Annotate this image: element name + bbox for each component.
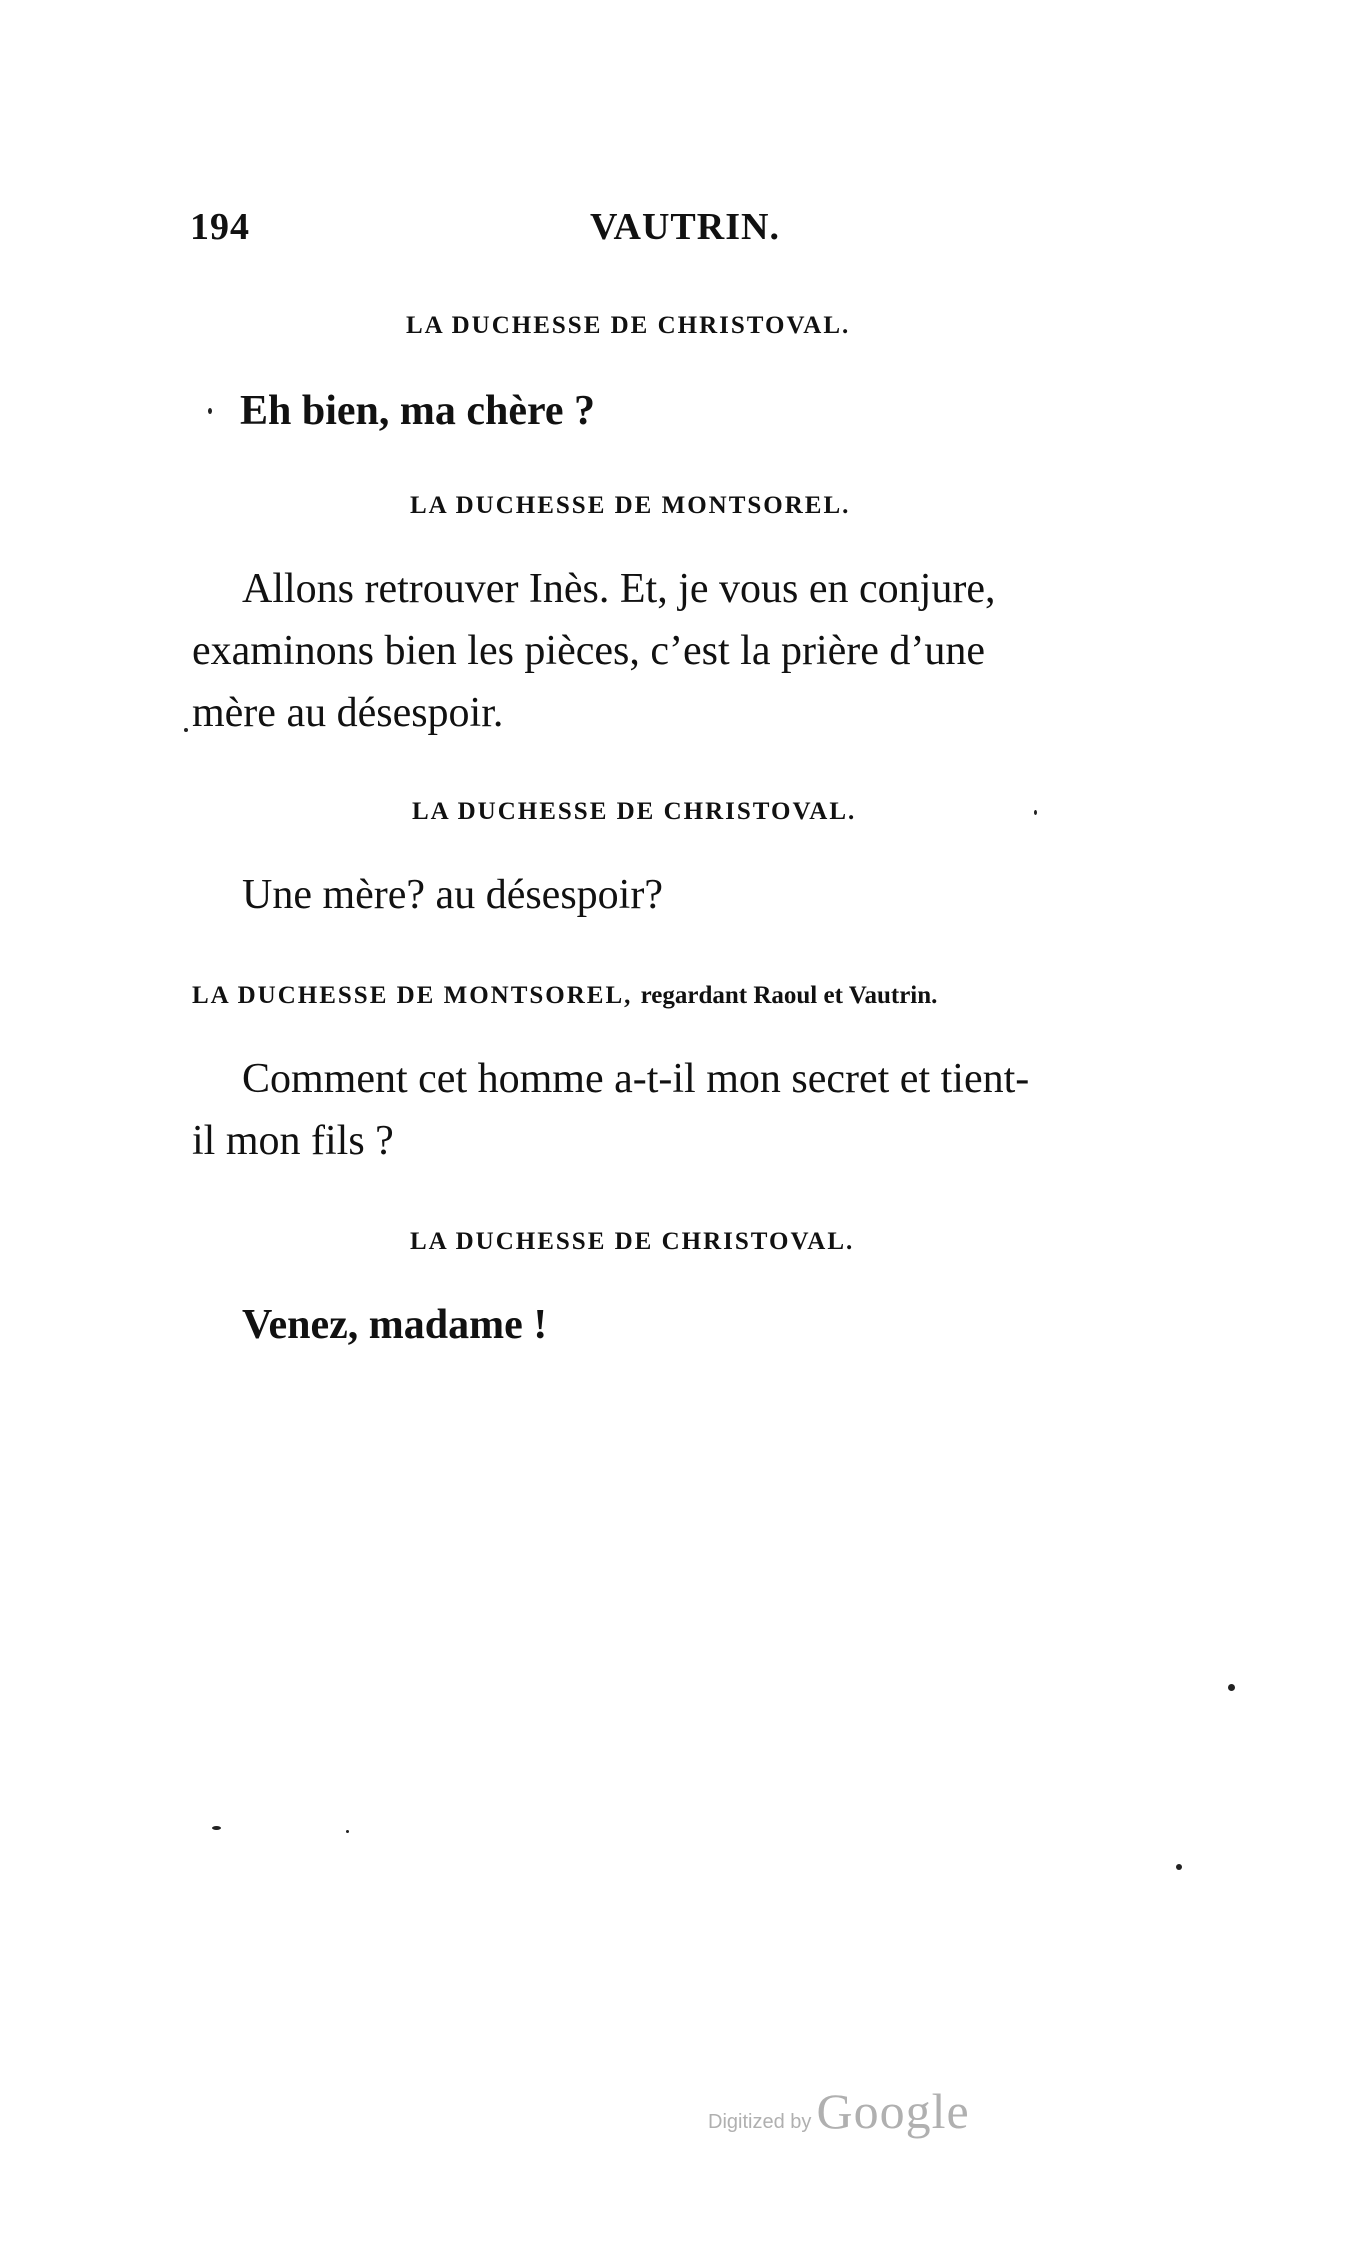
- dialogue-line: mère au désespoir.: [192, 690, 504, 736]
- dialogue-paragraph: [192, 558, 1182, 744]
- dialogue-line: Venez, madame !: [242, 1302, 548, 1348]
- speaker-with-direction: [192, 982, 937, 1010]
- dialogue-line: Eh bien, ma chère ?: [240, 388, 596, 434]
- speaker-name: LA DUCHESSE DE MONTSOREL,: [192, 982, 633, 1009]
- dialogue-line: Une mère? au désespoir?: [242, 872, 663, 918]
- scan-speck: [1176, 1864, 1182, 1870]
- speaker-name: LA DUCHESSE DE MONTSOREL.: [410, 492, 851, 519]
- stage-direction: regardant Raoul et Vautrin.: [640, 982, 938, 1009]
- dialogue-line: examinons bien les pièces, c’est la prière d’une: [192, 628, 986, 674]
- speaker-name: LA DUCHESSE DE CHRISTOVAL.: [412, 798, 857, 825]
- page-number: 194: [190, 206, 250, 248]
- digitized-watermark: [708, 2082, 970, 2140]
- dialogue-line: il mon fils ?: [192, 1118, 394, 1164]
- dialogue-line: Comment cet homme a-t-il mon secret et tient-: [242, 1056, 1030, 1102]
- watermark-logo: Google: [816, 2083, 970, 2139]
- scan-speck: [208, 408, 212, 414]
- speaker-name: LA DUCHESSE DE CHRISTOVAL.: [406, 312, 851, 339]
- scan-speck: [1228, 1684, 1235, 1691]
- watermark-prefix: Digitized by: [708, 2111, 812, 2133]
- dialogue-line: Allons retrouver Inès. Et, je vous en conjure,: [242, 566, 996, 612]
- running-title: VAUTRIN.: [590, 206, 780, 248]
- dialogue-paragraph: [192, 1048, 1182, 1172]
- page-header: [190, 205, 1170, 255]
- scan-speck: [1034, 810, 1037, 815]
- scan-speck: [346, 1830, 349, 1833]
- speaker-name: LA DUCHESSE DE CHRISTOVAL.: [410, 1228, 855, 1255]
- scan-speck: [212, 1826, 221, 1830]
- scan-speck: [184, 728, 188, 732]
